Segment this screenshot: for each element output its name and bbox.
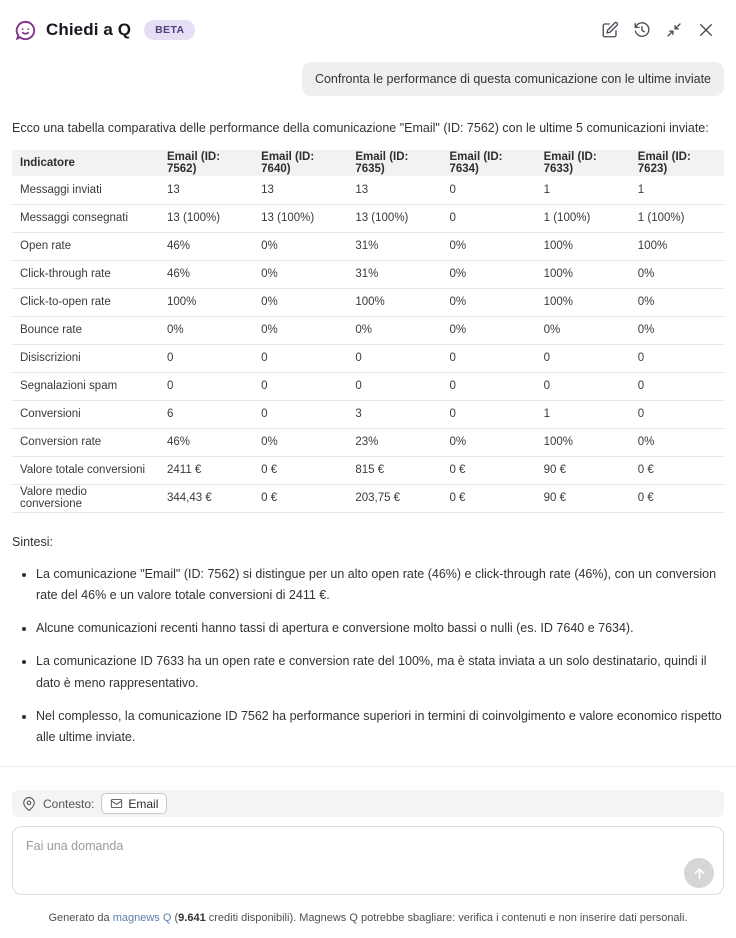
table-cell: 0 — [441, 400, 535, 428]
page-title: Chiedi a Q — [46, 20, 132, 39]
table-cell: 0 — [536, 372, 630, 400]
row-label: Segnalazioni spam — [12, 372, 159, 400]
assistant-intro: Ecco una tabella comparativa delle performance della comunicazione "Email" (ID: 7562) con le ultime 5 comunicazioni inviate: — [12, 121, 709, 135]
table-cell: 100% — [536, 428, 630, 456]
table-cell: 0% — [253, 428, 347, 456]
table-cell: 0% — [630, 288, 724, 316]
table-cell: 0% — [253, 260, 347, 288]
magnews-q-link[interactable]: magnews Q — [112, 912, 172, 924]
location-pin-icon — [22, 797, 36, 811]
table-cell: 13 (100%) — [159, 204, 253, 232]
summary-bullet: • La comunicazione "Email" (ID: 7562) si distingue per un alto open rate (46%) e click-through rate (46%), con un conversion rate del 46% e un valore totale conversioni di 2411 €. — [36, 564, 724, 607]
table-row — [12, 204, 724, 232]
column-header-email: Email (ID: 7640) — [253, 150, 347, 176]
table-row — [12, 344, 724, 372]
table-cell: 100% — [630, 232, 724, 260]
summary-bullet: • Nel complesso, la comunicazione ID 7562 ha performance superiori in termini di coinvolgimento e valore economico rispetto alle ultime inviate. — [36, 706, 724, 749]
row-label: Valore totale conversioni — [12, 456, 159, 484]
table-row — [12, 484, 724, 512]
table-cell: 0 — [441, 176, 535, 204]
table-row — [12, 428, 724, 456]
column-header-email: Email (ID: 7562) — [159, 150, 253, 176]
table-cell: 0 — [630, 372, 724, 400]
context-chip-label: Email — [128, 796, 159, 811]
table-cell: 0% — [630, 428, 724, 456]
table-cell: 0 — [253, 344, 347, 372]
table-cell: 1 — [630, 176, 724, 204]
table-cell: 100% — [347, 288, 441, 316]
table-cell: 0 — [347, 344, 441, 372]
context-label: Contesto: — [43, 796, 95, 811]
table-cell: 0 — [347, 372, 441, 400]
composer — [0, 766, 736, 938]
close-icon[interactable] — [694, 18, 718, 42]
column-header-email: Email (ID: 7635) — [347, 150, 441, 176]
table-cell: 46% — [159, 260, 253, 288]
row-label: Bounce rate — [12, 316, 159, 344]
table-cell: 90 € — [536, 484, 630, 512]
summary-bullet: • La comunicazione ID 7633 ha un open rate e conversion rate del 100%, ma è stata inviata a un solo destinatario, quindi il dato è meno rappresentativo. — [36, 651, 724, 694]
table-row — [12, 316, 724, 344]
table-cell: 0% — [253, 288, 347, 316]
question-input[interactable] — [12, 826, 724, 895]
context-chip-email[interactable] — [101, 793, 167, 814]
table-cell: 1 — [536, 400, 630, 428]
row-label: Conversioni — [12, 400, 159, 428]
row-label: Disiscrizioni — [12, 344, 159, 372]
input-area — [12, 826, 724, 900]
disclaimer-prefix: Generato da — [48, 912, 113, 924]
footer-disclaimer — [12, 900, 724, 938]
column-header-email: Email (ID: 7633) — [536, 150, 630, 176]
table-cell: 0% — [441, 428, 535, 456]
table-cell: 0% — [441, 288, 535, 316]
table-cell: 0 — [441, 344, 535, 372]
column-header-email: Email (ID: 7623) — [630, 150, 724, 176]
table-cell: 0% — [630, 260, 724, 288]
table-body — [12, 176, 724, 512]
table-cell: 0% — [159, 316, 253, 344]
table-cell: 0 — [159, 344, 253, 372]
summary-list — [12, 564, 724, 749]
table-cell: 0% — [441, 260, 535, 288]
table-cell: 0 — [159, 372, 253, 400]
table-cell: 0 € — [253, 456, 347, 484]
table-cell: 13 — [347, 176, 441, 204]
table-cell: 23% — [347, 428, 441, 456]
table-row — [12, 372, 724, 400]
table-cell: 0 € — [441, 484, 535, 512]
table-cell: 0 — [441, 372, 535, 400]
beta-badge: BETA — [144, 20, 195, 40]
header-left — [14, 19, 195, 42]
collapse-icon[interactable] — [662, 18, 686, 42]
table-cell: 0% — [347, 316, 441, 344]
table-row — [12, 288, 724, 316]
row-label: Messaggi consegnati — [12, 204, 159, 232]
disclaimer-mid: ( — [171, 912, 179, 924]
table-cell: 203,75 € — [347, 484, 441, 512]
row-label: Click-through rate — [12, 260, 159, 288]
comparison-table — [12, 150, 724, 513]
table-cell: 1 (100%) — [536, 204, 630, 232]
table-cell: 0% — [536, 316, 630, 344]
table-header-row — [12, 150, 724, 176]
table-cell: 0 € — [630, 456, 724, 484]
table-cell: 0 € — [441, 456, 535, 484]
table-cell: 0 — [253, 372, 347, 400]
table-cell: 13 — [253, 176, 347, 204]
credits-count: 9.641 — [178, 912, 206, 924]
row-label: Click-to-open rate — [12, 288, 159, 316]
table-cell: 100% — [159, 288, 253, 316]
table-cell: 3 — [347, 400, 441, 428]
row-label: Messaggi inviati — [12, 176, 159, 204]
table-cell: 100% — [536, 260, 630, 288]
table-cell: 2411 € — [159, 456, 253, 484]
context-bar — [12, 790, 724, 817]
table-cell: 0 € — [630, 484, 724, 512]
table-cell: 0% — [253, 232, 347, 260]
table-cell: 0 — [630, 400, 724, 428]
chat-area — [0, 52, 736, 752]
table-cell: 0 € — [253, 484, 347, 512]
table-cell: 0 — [253, 400, 347, 428]
header-actions — [598, 18, 718, 42]
new-chat-icon[interactable] — [598, 18, 622, 42]
header — [0, 0, 736, 52]
send-button[interactable] — [684, 858, 714, 888]
user-message-row — [12, 62, 724, 96]
table-cell: 1 — [536, 176, 630, 204]
q-chat-logo-icon — [14, 19, 37, 42]
table-cell: 6 — [159, 400, 253, 428]
column-header-indicator: Indicatore — [12, 150, 159, 176]
table-cell: 0% — [253, 316, 347, 344]
table-cell: 0% — [441, 316, 535, 344]
table-cell: 31% — [347, 232, 441, 260]
table-cell: 0 — [441, 204, 535, 232]
table-row — [12, 232, 724, 260]
table-row — [12, 400, 724, 428]
table-cell: 46% — [159, 428, 253, 456]
table-cell: 0 — [536, 344, 630, 372]
row-label: Open rate — [12, 232, 159, 260]
table-row — [12, 260, 724, 288]
table-cell: 31% — [347, 260, 441, 288]
table-cell: 344,43 € — [159, 484, 253, 512]
table-cell: 0% — [441, 232, 535, 260]
table-cell: 46% — [159, 232, 253, 260]
table-cell: 0% — [630, 316, 724, 344]
table-cell: 13 (100%) — [347, 204, 441, 232]
table-cell: 815 € — [347, 456, 441, 484]
summary-title: Sintesi: — [12, 534, 53, 549]
table-cell: 0 — [630, 344, 724, 372]
table-row — [12, 456, 724, 484]
summary-bullet: • Alcune comunicazioni recenti hanno tassi di apertura e conversione molto bassi o nulli (es. ID 7640 e 7634). — [36, 618, 724, 639]
email-icon — [110, 797, 123, 810]
column-header-email: Email (ID: 7634) — [441, 150, 535, 176]
table-cell: 13 — [159, 176, 253, 204]
table-row — [12, 176, 724, 204]
table-cell: 100% — [536, 288, 630, 316]
table-cell: 100% — [536, 232, 630, 260]
table-cell: 1 (100%) — [630, 204, 724, 232]
history-icon[interactable] — [630, 18, 654, 42]
row-label: Conversion rate — [12, 428, 159, 456]
table-cell: 90 € — [536, 456, 630, 484]
disclaimer-suffix: crediti disponibili). Magnews Q potrebbe sbagliare: verifica i contenuti e non inserire dati personali. — [205, 912, 688, 924]
user-message: Confronta le performance di questa comunicazione con le ultime inviate — [302, 62, 724, 96]
table-cell: 13 (100%) — [253, 204, 347, 232]
row-label: Valore medio conversione — [12, 484, 159, 512]
